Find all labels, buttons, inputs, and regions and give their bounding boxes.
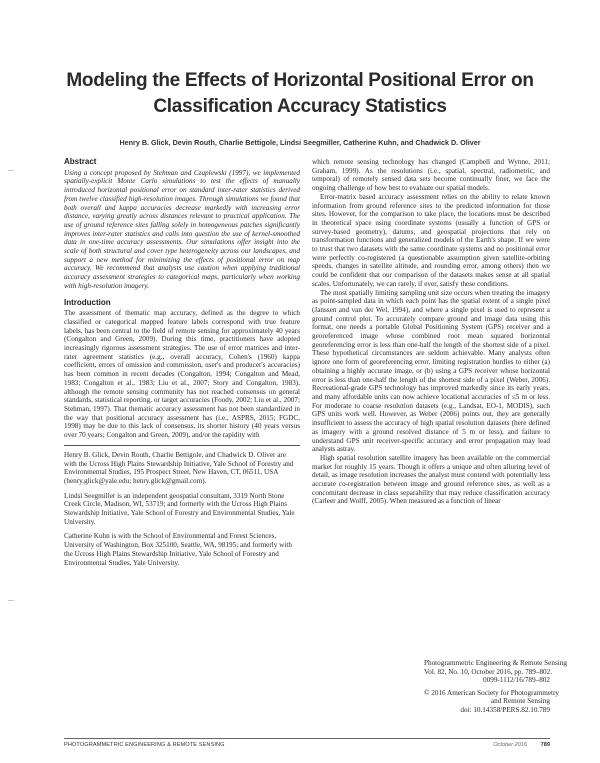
body-paragraph-2: Error-matrix based accuracy assessment relies on the ability to relate known information from ground reference sites to the predicted information for those sites. However, for the comparison to take place, the locations must be described in theoretical space using coordinate systems (usually a function of GPS or survey-based geometry), datums, and geospatial projections that rely on transformation functions and generalized models of the Earth's shape. If we were to trust that two datasets with the same coordinate systems and no positional error were perfectly co-registered (a questionable assumption given satellite-orbiting speeds, changes in satellite altitude, and rounding error, among others) then we could be confident that our comparison of the datasets makes sense at all spatial scales. Unfortunately, we can rarely, if ever, satisfy these conditions. <box>312 192 550 288</box>
body-paragraph-1: which remote sensing technology has changed (Campbell and Wynne, 2011; Graham, 1999). As the resolutions (i.e., spatial, spectral, radiometric, and temporal) of remotely sensed data sets become continually finer, we face the ongoing challenge of how best to evaluate our spatial models. <box>312 158 550 193</box>
author-affiliations <box>64 451 300 567</box>
right-column <box>312 158 550 506</box>
page-number: 789 <box>540 742 550 748</box>
affiliation-3: Catherine Kuhn is with the School of Environmental and Forest Sciences, University of Washington, Box 325100, Seattle, WA, 98195; and formerly with the Ucross High Plains Stewardship Initiative, Yale School of Forestry and Environmental Studies, Yale University. <box>64 532 292 567</box>
journal-issn: 0099-1112/16/789–802 <box>483 676 550 685</box>
left-column <box>64 158 300 573</box>
introduction-heading: Introduction <box>64 297 111 307</box>
abstract-text: Using a concept proposed by Stehman and Czaplewski (1997), we implemented spatially-explicit Monte Carlo simulations to test the effects of manually introduced horizontal positional error on standard inter-rater statistics derived from twelve classified high-resolution images. Through simulations we found that both overall and kappa accuracies decrease markedly with increasing error distance, varying greatly across distances relevant to practical application. The use of ground reference sites falling solely in homogeneous patches significantly improves inter-rater statistics and calls into question the use of kernel-smoothed data in one-time accuracy assessments. Our simulations offer insight into the scale of both structural and cover type heterogeneity across our landscapes, and support a new method for minimizing the effects of positional error on map accuracy. We recommend that analysts use caution when applying traditional accuracy assessment strategies to categorical maps, particularly when working with high-resolution imagery. <box>64 168 300 290</box>
footnote-divider <box>64 445 300 446</box>
copyright-line-2: and Remote Sensing <box>490 697 550 706</box>
abstract-heading: Abstract <box>64 157 97 166</box>
footer-rule <box>64 738 550 739</box>
doi: doi: 10.14358/PERS.82.10.789 <box>460 705 550 714</box>
journal-citation <box>424 659 567 715</box>
affiliation-1: Henry B. Glick, Devin Routh, Charlie Bettigole, and Chadwick D. Oliver are with the Ucross High Plains Stewardship Initiative, Yale School of Forestry and Environmental Studies, 195 Prospect Street, New Haven, CT, 06511, USA (henry.glick@yale.edu; henry.glick@gmail.com). <box>64 450 294 485</box>
journal-name: Photogrammetric Engineering & Remote Sensing <box>424 659 567 667</box>
margin-mark-bottom: — <box>8 598 14 604</box>
margin-mark-top: — <box>8 168 14 174</box>
copyright-line: © 2016 American Society for Photogrammetry <box>424 688 560 697</box>
body-paragraph-3: The most spatially limiting sampling unit size occurs when treating the imagery as point-sampled data in which each point has the spatial extent of a single pixel (Janssen and van der Wel, 1994), and where a single pixel is used to represent a ground control plot. To accurately compare ground and image data using this format, one needs a portable Global Positioning System (GPS) receiver and a georeferenced image whose combined root mean squared horizontal georeferencing error is less than one-half the length of the shortest side of a pixel. These hypothetical circumstances are seldom achievable. Many analysts often ignore one form of georeferencing error, limiting registration hurdles to either (a) obtaining a highly accurate image, or (b) using a GPS receiver whose horizontal error is less than one-half the length of the shortest side of a pixel (Weber, 2006). Recreational-grade GPS technology has improved markedly since its early years, and many affordable units can now achieve locational accuracies of ≤5 m or less. For moderate to coarse resolution datasets (e.g., Landsat, EO-1, MODIS), such GPS units work well. However, as Weber (2006) points out, they are generally insufficient to assess the accuracy of high spatial resolution datasets (here defined as imagery with a ground resolved distance of 5 m or less), and failure to understand GPS unit receiver-specific accuracy and error propagation may lead analysts astray. <box>312 288 550 454</box>
affiliation-2: Lindsi Seegmiller is an independent geospatial consultant, 3319 North Stone Creek Circle, Madison, WI, 53719; and formerly with the Ucross High Plains Stewardship Initiative, Yale School of Forestry and Environmental Studies, Yale University. <box>64 491 295 526</box>
footer-meta <box>493 742 550 748</box>
journal-volume: Vol. 82, No. 10, October 2016, pp. 789–802. <box>424 667 553 676</box>
footer-date: October 2016 <box>493 742 528 748</box>
footer-journal: PHOTOGRAMMETRIC ENGINEERING & REMOTE SENSING <box>64 742 225 748</box>
body-paragraph-4: High spatial resolution satellite imagery has been available on the commercial market for roughly 15 years. Though it offers a unique and often alluring level of detail, as image resolution increases the analyst must contend with potentially less accurate co-registration between image and ground reference sites, as well as a concomitant decrease in class separability that may reduce classification accuracy (Carleer and Wolff, 2005). When measured as a function of linear <box>312 453 550 506</box>
introduction-text: The assessment of thematic map accuracy, defined as the degree to which classified or categorical mapped feature labels correspond with true feature labels, has been central to the field of remote sensing for approximately 40 years (Congalton and Green, 2009). During this time, practitioners have adopted increasingly rigorous assessment strategies. The use of error matrices and inter-rater agreement statistics (e.g., overall accuracy, Cohen's (1960) kappa coefficient, errors of omission and commission, user's and producer's accuracies) has been common in recent decades (Congalton, 1994; Congalton and Mead, 1983; Congalton et al., 1983; Liu et al., 2007; Story and Congalton, 1983), although the remote sensing community has not reached consensus on general standards, statistical reporting, or target accuracies (Foody, 2002; Liu et al., 2007; Stehman, 1997). That thematic accuracy assessment has not been standardized in the way that positional accuracy assessment has (i.e., ASPRS, 2015; FGDC, 1998) may be due to this lack of consensus, its shorter history (40 years versus over 70 years; Congalton and Green, 2009), and/or the rapidity with <box>64 309 300 440</box>
article-title: Modeling the Effects of Horizontal Positional Error on Classification Accuracy Statistics <box>66 70 534 117</box>
author-line: Henry B. Glick, Devin Routh, Charlie Bettigole, Lindsi Seegmiller, Catherine Kuhn, and Chadwick D. Oliver <box>119 138 481 147</box>
